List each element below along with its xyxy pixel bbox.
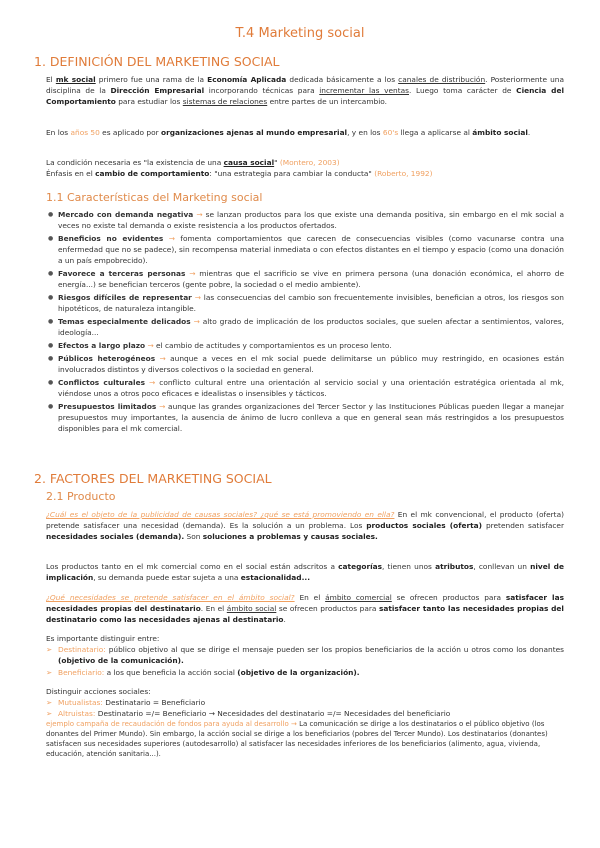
beneficiario-item: ➢ Beneficiario: a los que beneficia la acción social (objetivo de la organización). bbox=[46, 668, 360, 677]
characteristic-item: ● Efectos a largo plazo → el cambio de actitudes y comportamientos es un proceso lento. bbox=[48, 340, 564, 351]
section-1-heading: 1. DEFINICIÓN DEL MARKETING SOCIAL bbox=[34, 54, 280, 69]
s1-paragraph-3: La condición necesaria es "la existencia de una causa social" (Montero, 2003) Énfasis en el cambio de comportamiento: "una estrategia para cambiar la conducta" (Roberto, 1992) bbox=[46, 158, 433, 178]
s2-paragraph-3: ¿Qué necesidades se pretende satisfacer en el ámbito social? En el ámbito comercial se ofrecen productos para satisfacer las necesidades propias del destinatario. En el ámbito social se ofrecen productos para satisfacer tanto las necesidades propias del destinatario como las necesidades ajenas al destinatario. bbox=[46, 593, 564, 624]
characteristic-item: ● Presupuestos limitados → aunque las grandes organizaciones del Tercer Sector y las Instituciones Públicas pueden llegar a manejar presupuestos muy importantes, la ausencia de ánimo de lucro conlleva a que en general sean más restringidos a los presupuestos disponibles para el mk comercial. bbox=[48, 401, 564, 434]
characteristics-list bbox=[48, 209, 564, 436]
characteristic-item: ● Públicos heterogéneos → aunque a veces en el mk social puede delimitarse un público muy restringido, en ocasiones están involucrados distintos y diversos colectivos o la sociedad en general. bbox=[48, 353, 564, 375]
distinguish-label: Es importante distinguir entre: bbox=[46, 634, 160, 643]
characteristic-item: ● Favorece a terceras personas → mientras que el sacrificio se vive en primera persona (una donación económica, el ahorro de energía...) se benefician terceros (gente pobre, la sociedad o el medio ambiente). bbox=[48, 268, 564, 290]
characteristic-item: ● Riesgos difíciles de representar → las consecuencias del cambio son frecuentemente invisibles, benefician a otros, los riesgos son hipotéticos, de naturaleza intangible. bbox=[48, 292, 564, 314]
destinatario-item: ➢ Destinatario: público objetivo al que se dirige el mensaje pueden ser los propios beneficiarios de la acción u otros como los donantes (objetivo de la comunicación). bbox=[46, 645, 564, 665]
characteristic-item: ● Temas especialmente delicados → alto grado de implicación de los productos sociales, que suelen afectar a sentimientos, valores, ideología... bbox=[48, 316, 564, 338]
altruistas-item: ➢ Altruistas: Destinatario =/= Beneficiario → Necesidades del destinatario =/= Necesidades del beneficiario bbox=[46, 709, 451, 718]
s2-paragraph-1: ¿Cuál es el objeto de la publicidad de causas sociales? ¿qué se está promoviendo en ella? En el mk convencional, el producto (oferta) pretende satisfacer una necesidad (demanda). Es la solución a un problema. Los productos sociales (oferta) pretenden satisfacer necesidades sociales (demanda). Son soluciones a problemas y causas sociales. bbox=[46, 510, 564, 541]
example-paragraph: ejemplo campaña de recaudación de fondos para ayuda al desarrollo → La comunicación se dirige a los destinatarios o el público objetivo (los donantes del Primer Mundo). Sin embargo, la acción social se dirige a los beneficiarios (pobres del Tercer Mundo). Los destinatarios (donantes) satisfacen sus necesidades superiores (autodesarrollo) al satisfacer las necesidades inferiores de los beneficiarios (alimento, agua, vivienda, educación, atención sanitaria...). bbox=[46, 720, 548, 758]
document-title: T.4 Marketing social bbox=[235, 26, 365, 41]
section-1-1-heading: 1.1 Características del Marketing social bbox=[46, 191, 263, 204]
characteristic-item: ● Beneficios no evidentes → fomenta comportamientos que carecen de consecuencias visibles (como vacunarse contra una enfermedad que no se padece), sin recompensa material inmediata o con efectos distantes en el tiempo y espacio (como una donación a un país empobrecido). bbox=[48, 233, 564, 266]
s1-paragraph-2: En los años 50 es aplicado por organizaciones ajenas al mundo empresarial, y en los 60's llega a aplicarse al ámbito social. bbox=[46, 128, 531, 137]
characteristic-item: ● Conflictos culturales → conflicto cultural entre una orientación al servicio social y una orientación estratégica orientada al mk, viéndose unos a otros poco eficaces e idealistas o insensibles y tácticos. bbox=[48, 377, 564, 399]
acciones-label: Distinguir acciones sociales: bbox=[46, 687, 151, 696]
section-2-heading: 2. FACTORES DEL MARKETING SOCIAL bbox=[34, 471, 272, 486]
mutualistas-item: ➢ Mutualistas: Destinatario = Beneficiario bbox=[46, 698, 206, 707]
section-2-1-heading: 2.1 Producto bbox=[46, 490, 116, 503]
s1-paragraph-1: El mk social primero fue una rama de la Economía Aplicada dedicada básicamente a los canales de distribución. Posteriormente una disciplina de la Dirección Empresarial incorporando técnicas para incrementar las ventas. Luego toma carácter de Ciencia del Comportamiento para estudiar los sistemas de relaciones entre partes de un intercambio. bbox=[46, 75, 564, 106]
s2-paragraph-2: Los productos tanto en el mk comercial como en el social están adscritos a categorías, tienen unos atributos, conllevan un nivel de implicación, su demanda puede estar sujeta a una estacionalidad... bbox=[46, 562, 564, 582]
characteristic-item: ● Mercado con demanda negativa → se lanzan productos para los que existe una demanda positiva, sin embargo en el mk social a veces no existe tal demanda o existe resistencia a los productos ofertados. bbox=[48, 209, 564, 231]
